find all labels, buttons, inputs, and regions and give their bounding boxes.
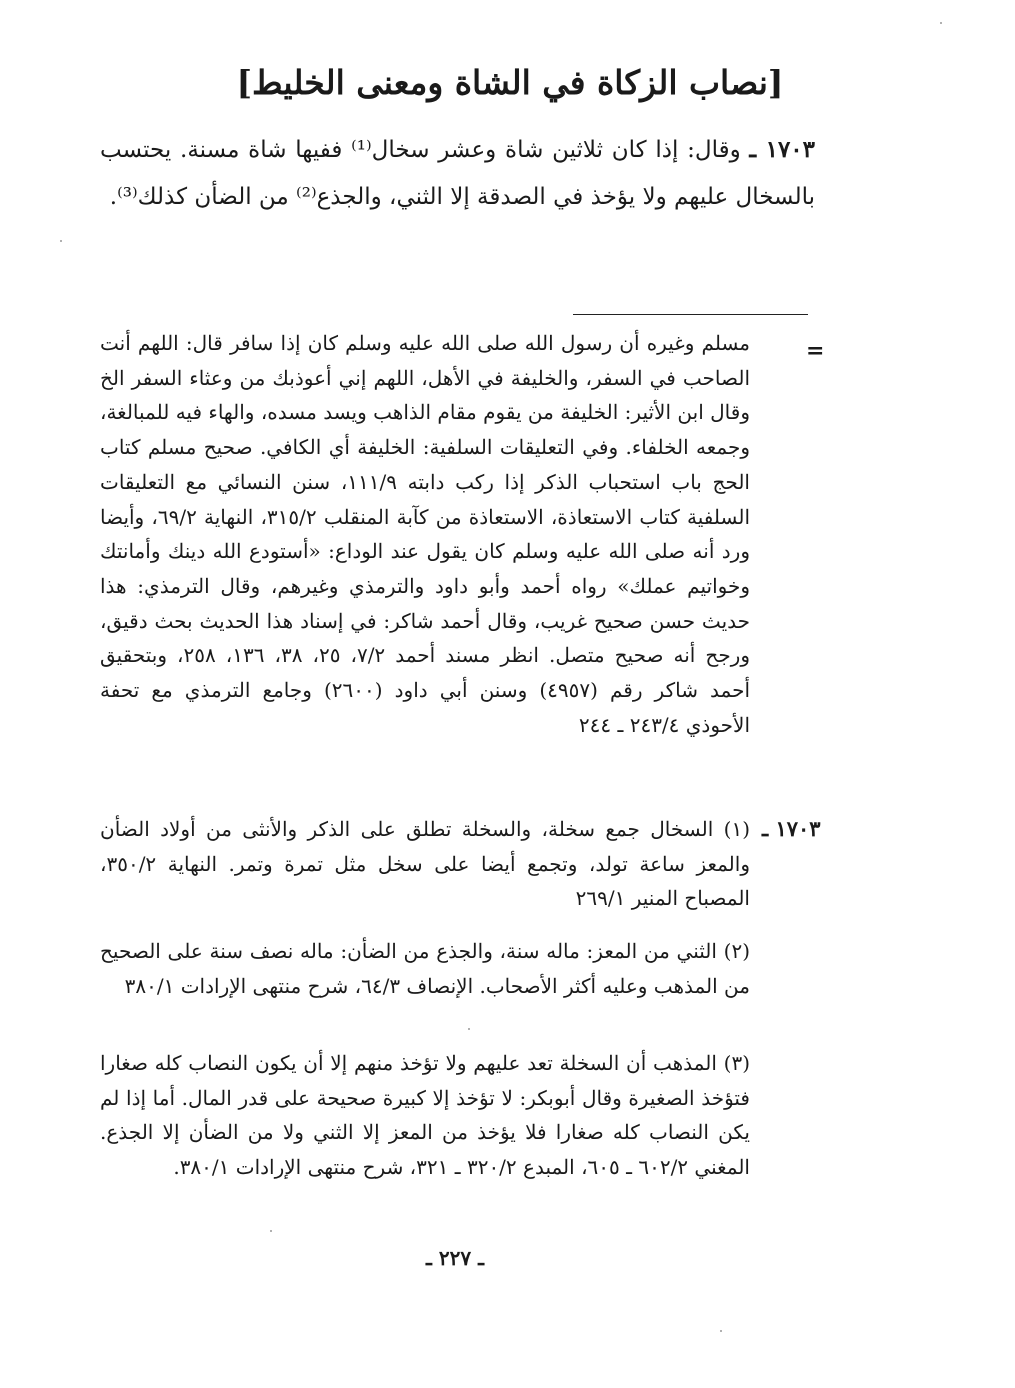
hadith-text: وقال: إذا كان ثلاثين شاة وعشر سخال⁽¹⁾ ففيها شاة مسنة. يحتسب بالسخال عليهم ولا يؤخذ في الصدقة إلا الثني، والجذع⁽²⁾ من الضأن كذلك⁽³⁾. xyxy=(100,137,815,210)
footnote-3: (٣) المذهب أن السخلة تعد عليهم ولا تؤخذ منهم إلا أن يكون النصاب كله صغارا فتؤخذ الصغيرة وقال أبوبكر: لا تؤخذ إلا كبيرة صحيحة على قدر المال. أما إذا لم يكن النصاب كله صغارا فلا يؤخذ من المعز إلا الثني ولا من الضأن إلا الجذع. المغني ٦٠٢/٢ ـ ٦٠٥، المبدع ٣٢٠/٢ ـ ٣٢١، شرح منتهى الإرادات ٣٨٠/١. xyxy=(100,1051,750,1180)
footnote-1: (١) السخال جمع سخلة، والسخلة تطلق على الذكر والأنثى من أولاد الضأن والمعز ساعة تولد، وتجمع أيضا على سخل مثل تمرة وتمر. النهاية ٣٥٠/٢، المصباح المنير ٢٦٩/١ xyxy=(100,817,750,911)
scan-speck xyxy=(60,240,62,242)
hadith-number: ١٧٠٣ ـ xyxy=(749,136,816,163)
scan-speck xyxy=(720,1330,722,1332)
page-number: ـ ٢٢٧ ـ xyxy=(426,1246,484,1270)
scan-speck xyxy=(270,1230,272,1232)
footnote-continuation: مسلم وغيره أن رسول الله صلى الله عليه وسلم كان إذا سافر قال: اللهم أنت الصاحب في السفر، والخليفة في الأهل، اللهم إني أعوذبك من وعثاء السفر الخ وقال ابن الأثير: الخليفة من يقوم مقام الذاهب ويسد مسده، والهاء فيه للمبالغة، وجمعه الخلفاء. وفي التعليقات السلفية: الخليفة أي الكافي. صحيح مسلم كتاب الحج باب استحباب الذكر إذا ركب دابته ١١١/٩، سنن النسائي مع التعليقات السلفية كتاب الاستعاذة، الاستعاذة من كآبة المنقلب ٣١٥/٢، النهاية ٦٩/٢، وأيضا ورد أنه صلى الله عليه وسلم كان يقول عند الوداع: «أستودع الله دينك وأمانتك وخواتيم عملك» رواه أحمد وأبو داود والترمذي وغيرهم، وقال الترمذي: هذا حديث حسن صحيح غريب، وقال أحمد شاكر: في إسناد هذا الحديث بحث دقيق، ورجح أنه صحيح متصل. انظر مسند أحمد ٧/٢، ٢٥، ٣٨، ١٣٦، ٢٥٨، وبتحقيق أحمد شاكر رقم (٤٩٥٧) وسنن أبي داود (٢٦٠٠) وجامع الترمذي مع تحفة الأحوذي ٢٤٣/٤ ـ ٢٤٤ xyxy=(100,331,751,737)
scan-speck xyxy=(940,22,942,24)
footnote-2: (٢) الثني من المعز: ماله سنة، والجذع من الضأن: ماله نصف سنة على الصحيح من المذهب وعليه أكثر الأصحاب. الإنصاف ٦٤/٣، شرح منتهى الإرادات ٣٨٠/١ xyxy=(100,939,750,998)
footnote-continuation-marker: = xyxy=(806,338,825,364)
section-title: [نصاب الزكاة في الشاة ومعنى الخليط] xyxy=(236,63,784,102)
scan-speck xyxy=(468,1028,470,1030)
footnote-divider xyxy=(573,314,808,315)
footnotes-hadith-number: ١٧٠٣ ـ xyxy=(762,816,821,841)
hadith-paragraph xyxy=(100,126,815,221)
